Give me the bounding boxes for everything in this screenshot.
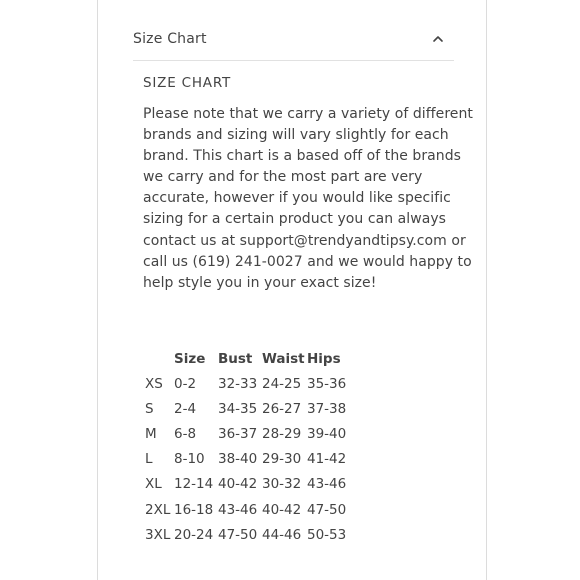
table-row: [145, 371, 352, 396]
cell-label: XL: [145, 476, 162, 493]
cell-waist: 44-46: [262, 526, 302, 543]
cell-bust: 40-42: [218, 476, 258, 493]
cell-waist: 40-42: [262, 501, 302, 518]
cell-hips: 39-40: [307, 425, 347, 442]
header-cell-waist: Waist: [262, 350, 305, 367]
cell-bust: 32-33: [218, 375, 258, 392]
cell-label: L: [145, 451, 153, 468]
size-table: [145, 346, 352, 547]
header-cell: [145, 346, 174, 371]
cell-waist: 29-30: [262, 451, 302, 468]
cell-hips: 37-38: [307, 400, 347, 417]
chevron-up-icon[interactable]: [430, 31, 446, 47]
cell-size: 0-2: [174, 375, 197, 392]
cell-size: 16-18: [174, 501, 214, 518]
cell-waist: 30-32: [262, 476, 302, 493]
cell-label: 3XL: [145, 526, 171, 543]
cell-size: 20-24: [174, 526, 214, 543]
cell-bust: 47-50: [218, 526, 258, 543]
cell-waist: 24-25: [262, 375, 302, 392]
cell-size: 8-10: [174, 451, 205, 468]
size-chart-accordion-toggle[interactable]: [133, 24, 454, 61]
section-heading: SIZE CHART: [143, 75, 232, 91]
cell-bust: 38-40: [218, 451, 258, 468]
table-header-row: [145, 346, 352, 371]
table-row: [145, 472, 352, 497]
cell-size: 12-14: [174, 476, 214, 493]
cell-hips: 50-53: [307, 526, 347, 543]
cell-bust: 34-35: [218, 400, 258, 417]
cell-label: XS: [145, 375, 163, 392]
cell-hips: 47-50: [307, 501, 347, 518]
cell-waist: 28-29: [262, 425, 302, 442]
table-row: [145, 396, 352, 421]
cell-bust: 43-46: [218, 501, 258, 518]
cell-label: S: [145, 400, 154, 417]
table-row: [145, 522, 352, 547]
cell-label: 2XL: [145, 501, 171, 518]
size-chart-content: [143, 72, 473, 294]
cell-hips: 41-42: [307, 451, 347, 468]
header-cell-size: Size: [174, 350, 206, 367]
table-row: [145, 421, 352, 446]
cell-waist: 26-27: [262, 400, 302, 417]
cell-hips: 35-36: [307, 375, 347, 392]
cell-hips: 43-46: [307, 476, 347, 493]
table-row: [145, 497, 352, 522]
header-cell-bust: Bust: [218, 350, 253, 367]
cell-label: M: [145, 425, 157, 442]
size-note-text: Please note that we carry a variety of different brands and sizing will vary slightly for each brand. This chart is a based off of the brands we carry and for the most part are very accurate, however if you would like specific sizing for a certain product you can always contact us at support@trendyandtipsy.com or call us (619) 241-0027 and we would happy to help style you in your exact size!: [143, 106, 473, 291]
header-cell-hips: Hips: [307, 350, 341, 367]
cell-size: 2-4: [174, 400, 197, 417]
cell-bust: 36-37: [218, 425, 258, 442]
accordion-title: Size Chart: [133, 31, 207, 47]
cell-size: 6-8: [174, 425, 197, 442]
table-row: [145, 447, 352, 472]
